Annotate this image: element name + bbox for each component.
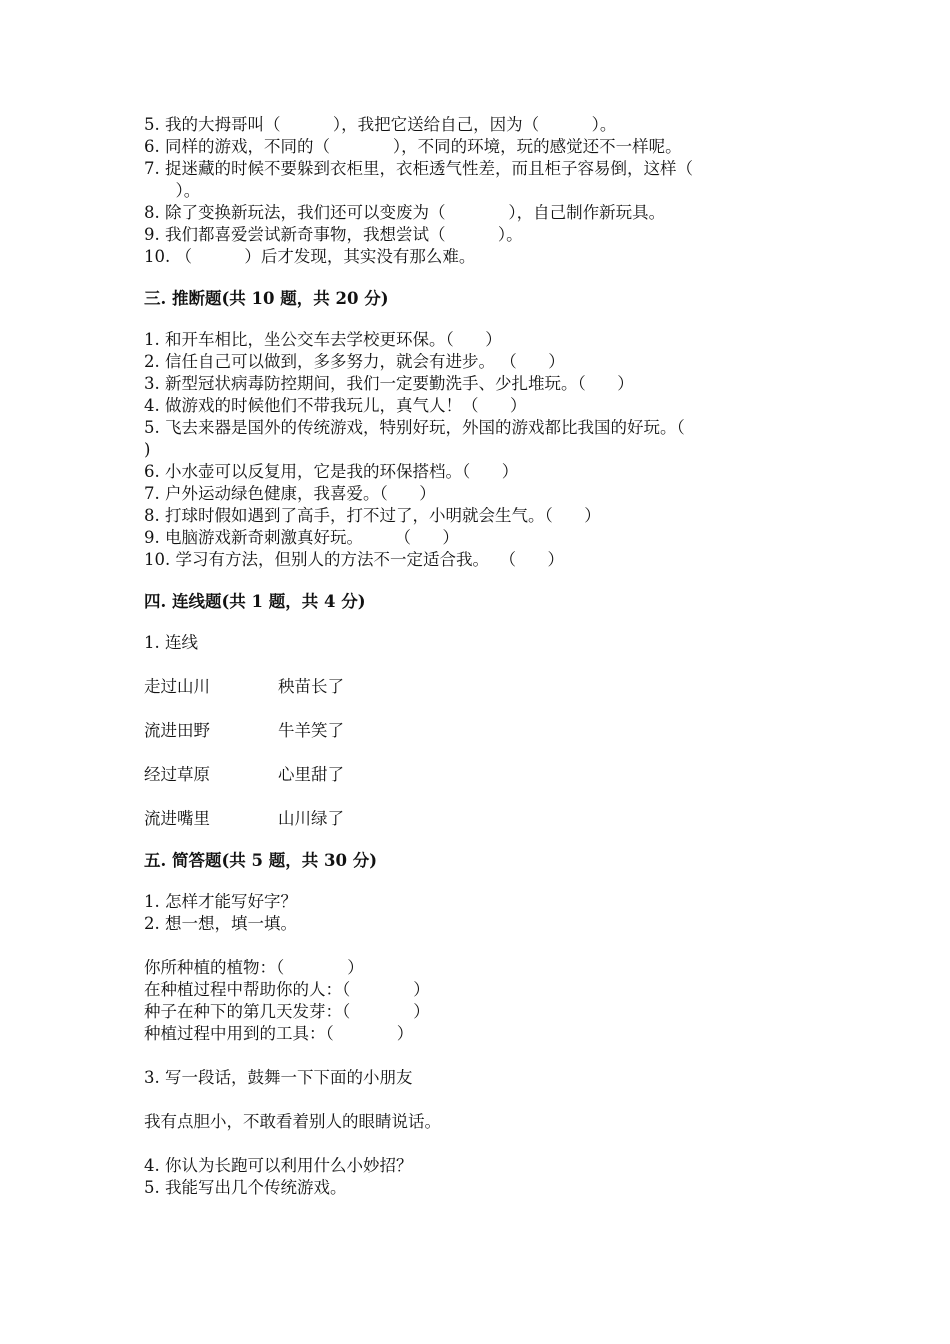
match-left: 经过草原 xyxy=(144,765,210,784)
fill-row-tools: 种植过程中用到的工具：（ ） xyxy=(144,1024,414,1043)
fill-row-plant: 你所种植的植物：（ ） xyxy=(144,958,364,977)
match-right: 心里甜了 xyxy=(278,765,344,784)
match-question: 1. 连线 xyxy=(144,633,198,652)
match-pair xyxy=(144,676,794,698)
section-title-match: 四. 连线题(共 1 题，共 4 分) xyxy=(144,592,366,611)
judge-item-2: 2. 信任自己可以做到，多多努力，就会有进步。 （ ） xyxy=(144,352,565,371)
fill-item-5: 5. 我的大拇哥叫（ ），我把它送给自己，因为（ ）。 xyxy=(144,115,617,134)
match-pair xyxy=(144,808,794,830)
short-q1: 1. 怎样才能写好字？ xyxy=(144,892,297,911)
match-right: 牛羊笑了 xyxy=(278,721,344,740)
match-right: 山川绿了 xyxy=(278,809,344,828)
short-q4: 4. 你认为长跑可以利用什么小妙招？ xyxy=(144,1156,413,1175)
short-q3: 3. 写一段话，鼓舞一下下面的小朋友 xyxy=(144,1068,413,1087)
fill-item-7-cont: ）。 xyxy=(144,181,201,200)
short-q2: 2. 想一想，填一填。 xyxy=(144,914,297,933)
match-left: 流进嘴里 xyxy=(144,809,210,828)
fill-item-8: 8. 除了变换新玩法，我们还可以变废为（ ），自己制作新玩具。 xyxy=(144,203,666,222)
judge-item-7: 7. 户外运动绿色健康，我喜爱。（ ） xyxy=(144,484,436,503)
judge-item-1: 1. 和开车相比，坐公交车去学校更环保。（ ） xyxy=(144,330,502,349)
fill-item-9: 9. 我们都喜爱尝试新奇事物，我想尝试（ ）。 xyxy=(144,225,523,244)
match-pairs xyxy=(144,676,794,830)
section-title-short-answer: 五. 简答题(共 5 题，共 30 分) xyxy=(144,851,378,870)
fill-item-6: 6. 同样的游戏，不同的（ ），不同的环境，玩的感觉还不一样呢。 xyxy=(144,137,682,156)
fill-row-helper: 在种植过程中帮助你的人：（ ） xyxy=(144,980,430,999)
judge-list xyxy=(144,329,794,571)
section-title-judge: 三. 推断题(共 10 题，共 20 分) xyxy=(144,289,389,308)
short-q3-text: 我有点胆小，不敢看着别人的眼睛说话。 xyxy=(144,1112,441,1131)
fill-row-sprout-day: 种子在种下的第几天发芽：（ ） xyxy=(144,1002,430,1021)
fill-blank-continued xyxy=(144,114,794,268)
judge-item-6: 6. 小水壶可以反复用，它是我的环保搭档。（ ） xyxy=(144,462,519,481)
match-pair xyxy=(144,764,794,786)
match-left: 流进田野 xyxy=(144,721,210,740)
judge-item-10: 10. 学习有方法，但别人的方法不一定适合我。 （ ） xyxy=(144,550,564,569)
match-left: 走过山川 xyxy=(144,677,210,696)
match-pair xyxy=(144,720,794,742)
fill-item-10: 10. （ ）后才发现，其实没有那么难。 xyxy=(144,247,476,266)
worksheet-page xyxy=(144,114,794,1199)
judge-item-8: 8. 打球时假如遇到了高手，打不过了，小明就会生气。（ ） xyxy=(144,506,601,525)
judge-item-5: 5. 飞去来器是国外的传统游戏，特别好玩，外国的游戏都比我国的好玩。（ xyxy=(144,418,685,437)
judge-item-9: 9. 电脑游戏新奇刺激真好玩。 （ ） xyxy=(144,528,459,547)
match-right: 秧苗长了 xyxy=(278,677,344,696)
judge-item-4: 4. 做游戏的时候他们不带我玩儿，真气人！（ ） xyxy=(144,396,527,415)
fill-item-7: 7. 捉迷藏的时候不要躲到衣柜里，衣柜透气性差，而且柜子容易倒，这样（ xyxy=(144,159,693,178)
short-q5: 5. 我能写出几个传统游戏。 xyxy=(144,1178,347,1197)
judge-item-3: 3. 新型冠状病毒防控期间，我们一定要勤洗手、少扎堆玩。（ ） xyxy=(144,374,634,393)
judge-item-5-cont: ) xyxy=(144,440,151,459)
